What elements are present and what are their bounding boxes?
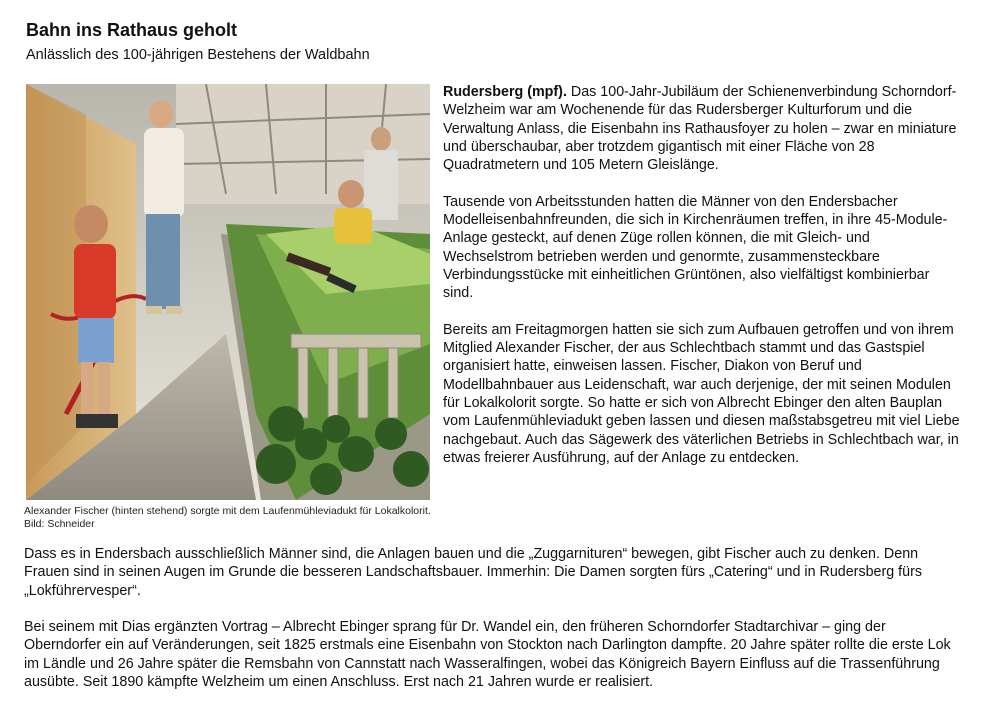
article-body-column [443,83,963,486]
article-subheadline: Anlässlich des 100-jährigen Bestehens der Waldbahn [26,47,370,63]
paragraph-1-text: Das 100-Jahr-Jubiläum der Schienenverbindung Schorndorf-Welzheim war am Wochenende für das Rudersberger Kulturforum und die Verwaltung Anlass, die Eisenbahn ins Rathausfoyer zu holen – zwar en miniature und überschaubar, aber trotzdem gigantisch mit einer Fläche von 28 Quadratmetern und 105 Metern Gleislänge. [443,84,957,174]
article-paragraph-1 [443,83,963,174]
article-paragraph-4: Dass es in Endersbach ausschließlich Männer sind, die Anlagen bauen und die „Zuggarnituren“ bewegen, gibt Fischer auch zu denken. Denn Frauen sind in seinen Augen im Grunde die besseren Landschaftsbauer. Immerhin: Die Damen sorgten fürs „Catering“ und in Rudersberg fürs „Lokführervesper“. [24,546,923,599]
article-paragraph-2: Tausende von Arbeitsstunden hatten die Männer von den Endersbacher Modelleisenbahnfreunden, die sich in Kirchenräumen treffen, in ihre 45-Module-Anlage gesteckt, auf denen Züge rollen können, die mit Gleich- und Wechselstrom betrieben werden und genormte, zusammensteckbare Verbindungsstücke mit einheitlichen Grüntönen, also vielfältigst kombinierbar sind. [443,193,948,302]
photo-caption: Alexander Fischer (hinten stehend) sorgte mit dem Laufenmühleviadukt für Lokalkolorit. Bild: Schneider [24,505,431,530]
article-paragraph-5: Bei seinem mit Dias ergänzten Vortrag – Albrecht Ebinger sprang für Dr. Wandel ein, den früheren Schorndorfer Stadtarchivar – ging der Oberndorfer ein auf Veränderungen, seit 1825 erstmals eine Eisenbahn von Stockton nach Darlington dampfte. 20 Jahre später rollte die erste Lok im Ländle und 26 Jahre später die Remsbahn von Cannstatt nach Wasseralfingen, wobei das Königreich Bayern Einfluss auf die Trassenführung ausübte. Seit 1890 kämpfte Welzheim um einen Anschluss. Erst nach 21 Jahren wurde er realisiert. [24,619,951,691]
article-body-bottom [24,545,964,710]
dateline: Rudersberg (mpf). [443,84,567,100]
article-headline: Bahn ins Rathaus geholt [26,20,238,40]
article-photo [26,84,430,500]
model-railway-photo-illustration [26,84,430,500]
article-paragraph-3: Bereits am Freitagmorgen hatten sie sich zum Aufbauen getroffen und von ihrem Mitglied Alexander Fischer, der aus Schlechtbach stammt und das Gastspiel organisiert hatte, einweisen lassen. Fischer, Diakon von Beruf und Modellbahnbauer aus Leidenschaft, war auch derjenige, der mit seinen Modulen für Lokalkolorit sorgte. So hatte er sich von Albrecht Ebinger den alten Bauplan vom Laufenmühleviadukt geben lassen und diesen maßstabsgetreu mit viel Liebe nachgebaut. Auch das Sägewerk des väterlichen Betriebs in Schlechtbach war, in etwas freierer Ausführung, auf der Anlage zu entdecken. [443,321,960,466]
